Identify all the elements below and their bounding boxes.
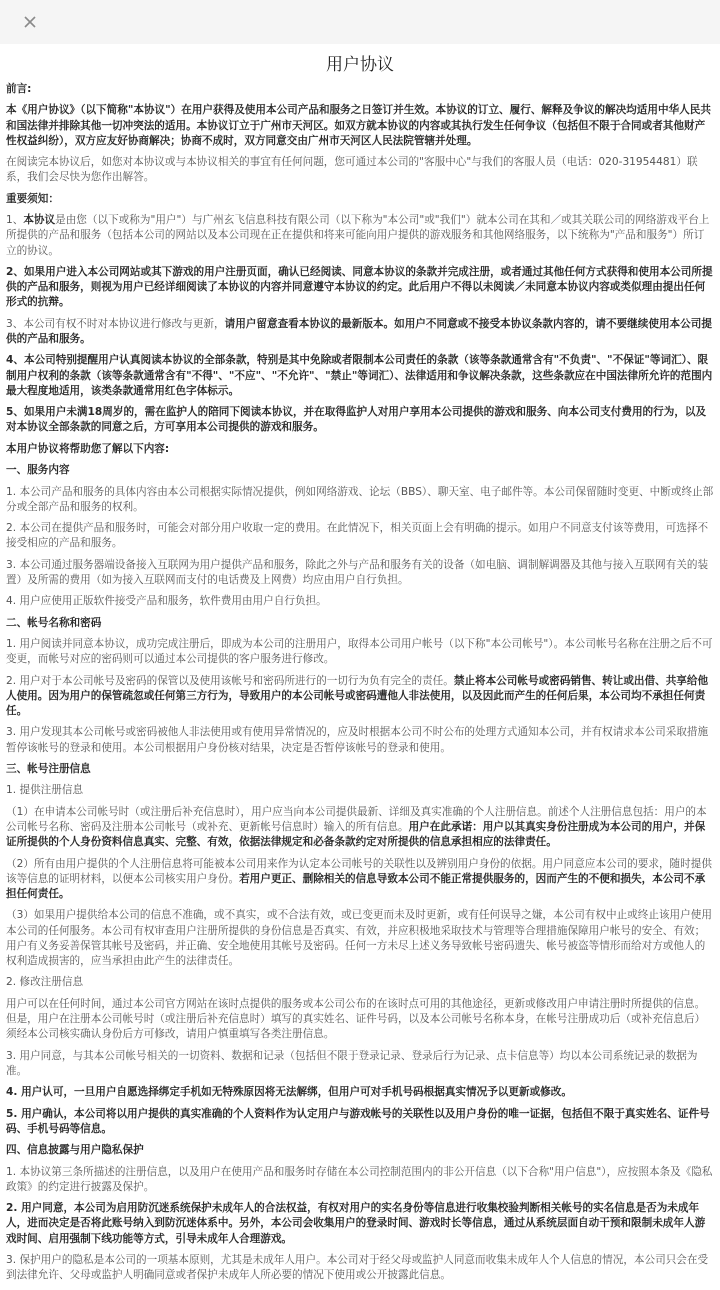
- section-1-item-3: 3. 本公司通过服务器端设备接入互联网为用户提供产品和服务，除此之外与产品和服务有关的设备（如电脑、调制解调器及其他与接入互联网有关的装置）及所需的费用（如为接入互联网而支付的电话费及上网费）均应由用户自行负担。: [6, 558, 709, 586]
- notice-3-lead: 3、本公司有权不时对本协议进行修改与更新，: [6, 317, 225, 330]
- section-1-item-1: 1. 本公司产品和服务的具体内容由本公司根据实际情况提供，例如网络游戏、论坛（BBS）、聊天室、电子邮件等。本公司保留随时变更、中断或终止部分或全部产品和服务的权利。: [6, 485, 714, 513]
- page-title: 用户协议: [326, 55, 394, 75]
- paragraph-contact: 在阅读完本协议后，如您对本协议或与本协议相关的事宜有任何问题，您可通过本公司的"客服中心"与我们的客服人员（电话：020-31954481）联系，我们会尽快为您作出解答。: [6, 156, 698, 184]
- help-line: 本用户协议将帮助您了解以下内容:: [6, 442, 170, 455]
- section-3-heading: 三、帐号注册信息: [6, 763, 91, 776]
- section-2-item-2-bold: 禁止将本公司帐号或密码销售、转让或出借、共享给他人使用。因为用户的保管疏忽或任何第三方行为，导致用户的本公司帐号或密码遭他人非法使用，以及因此而产生的任何后果，本公司均不承担任何责任。: [6, 674, 709, 718]
- notice-3-bold: 请用户留意查看本协议的最新版本。如用户不同意或不接受本协议条款内容的，请不要继续使用本公司提供的产品和服务。: [6, 317, 712, 345]
- section-2-item-3: 3. 用户发现其本公司帐号或密码被他人非法使用或有使用异常情况的，应及时根据本公司不时公布的处理方式通知本公司，并有权请求本公司采取措施暂停该帐号的登录和使用。本公司根据用户身份核对结果，决定是否暂停该帐号的登录和使用。: [6, 726, 709, 754]
- notice-1-rest: 是由您（以下或称为"用户"）与广州玄飞信息科技有限公司（以下称为"本公司"或"我们"）就本公司在其和／或其关联公司的网络游戏平台上所提供的产品和服务（包括本公司的网站以及本公司现在正在提供和将来可能向用户提供的游戏服务和其他网络服务，以下统称为"产品和服务"）所订立的协议。: [6, 214, 710, 257]
- section-3-sub-1: 1. 提供注册信息: [6, 784, 84, 797]
- section-3-para-2-bold: 若用户更正、删除相关的信息导致本公司不能正常提供服务的，因而产生的不便和损失，本公司不承担任何责任。: [6, 872, 706, 901]
- section-2-heading: 二、帐号名称和密码: [6, 616, 102, 629]
- section-4-item-2: 2. 用户同意，本公司为启用防沉迷系统保护未成年人的合法权益，有权对用户的实名身份等信息进行收集校验判断相关帐号的实名信息是否为未成年人，进而决定是否将此账号纳入到防沉迷体系中。另外，本公司会收集用户的登录时间、游戏时长等信息，通过从系统层面自动干预和限制未成年人游戏时间、启用强制下线功能等方式，引导未成年人合理游戏。: [6, 1202, 706, 1245]
- top-bar: [0, 0, 720, 44]
- section-3-para-4: 用户可以在任何时间，通过本公司官方网站在该时点提供的服务或本公司公布的在该时点可用的其他途径，更新或修改用户申请注册时所提供的信息。但是，用户在注册本公司帐号时（或注册后补充信息时）填写的真实姓名、证件号码，以及本公司帐号名称本身，在帐号注册成功后（或补充信息后）须经本公司核实确认身份后方可修改，请用户慎重填写各类注册信息。: [6, 997, 706, 1041]
- section-3-para-2-lead: （2）所有由用户提供的个人注册信息将可能被本公司用来作为认定本公司帐号的关联性以及辨别用户身份的依据。用户同意应本公司的要求，随时提供该等信息的证明材料，以便本公司核实用户身份。: [6, 857, 712, 885]
- section-3-para-2: [6, 857, 714, 903]
- section-3-para-3: （3）如果用户提供给本公司的信息不准确，或不真实，或不合法有效，或已变更而未及时更新，或有任何误导之嫌，本公司有权中止或终止该用户使用本公司的任何服务。本公司有权审查用户注册所提供的身份信息是否真实、有效，并应积极地采取技术与管理等合理措施保障用户帐号的安全、有效；用户有义务妥善保管其帐号及密码，并正确、安全地使用其帐号及密码。任何一方未尽上述义务导致帐号密码遗失、帐号被盗等情形而给对方或他人的权利造成损害的，应当承担由此产生的法律责任。: [6, 909, 712, 968]
- section-3-para-1: [6, 805, 714, 851]
- section-3-para-6: 4. 用户认可，一旦用户自愿选择绑定手机如无特殊原因将无法解绑，但用户可对手机号码根据真实情况予以更新或修改。: [6, 1086, 572, 1099]
- notice-1: [6, 213, 714, 259]
- section-3-sub-2: 2. 修改注册信息: [6, 976, 84, 989]
- section-4-heading: 四、信息披露与用户隐私保护: [6, 1144, 144, 1157]
- section-2-item-1: 1. 用户阅读并同意本协议，成功完成注册后，即成为本公司的注册用户，取得本公司用户帐号（以下称"本公司帐号"）。本公司帐号名称在注册之后不可变更，而帐号对应的密码则可以通过本公司提供的客户服务进行修改。: [6, 638, 713, 666]
- section-4-item-3: 3. 保护用户的隐私是本公司的一项基本原则，尤其是未成年人用户。本公司对于经父母或监护人同意而收集未成年人个人信息的情况，本公司只会在受到法律允许、父母或监护人明确同意或者保护未成年人所必要的情况下使用或公开披露此信息。: [6, 1254, 709, 1282]
- section-2-item-2-lead: 2. 用户对于本公司帐号及密码的保管以及使用该帐号和密码所进行的一切行为负有完全的责任。: [6, 674, 454, 687]
- preface-heading: 前言:: [6, 83, 32, 95]
- notice-4: 4、本公司特别提醒用户认真阅读本协议的全部条款，特别是其中免除或者限制本公司责任的条款（该等条款通常含有"不负责"、"不保证"等词汇）、限制用户权利的条款（该等条款通常含有"不得"、"不应"、"不允许"、"禁止"等词汇）、法律适用和争议解决条款，这些条款应在中国法律所允许的范围内最大程度地适用，该类条款通常用红色字体标示。: [6, 354, 713, 397]
- notice-5: 5、如果用户未满18周岁的，需在监护人的陪同下阅读本协议，并在取得监护人对用户享用本公司提供的游戏和服务、向本公司支付费用的行为，以及对本协议全部条款的同意之后，方可享用本公司提供的游戏和服务。: [6, 406, 707, 434]
- section-1-item-4: 4. 用户应使用正版软件接受产品和服务，软件费用由用户自行负担。: [6, 595, 327, 608]
- important-heading: 重要须知：: [6, 192, 59, 205]
- section-3-para-5: 3. 用户同意，与其本公司帐号相关的一切资料、数据和记录（包括但不限于登录记录、登录后行为记录、点卡信息等）均以本公司系统记录的数据为准。: [6, 1049, 698, 1077]
- section-1-heading: 一、服务内容: [6, 464, 70, 477]
- notice-1-bold: 本协议: [23, 214, 56, 227]
- paragraph-intro: 本《用户协议》（以下简称"本协议"）在用户获得及使用本公司产品和服务之日签订并生效。本协议的订立、履行、解释及争议的解决均适用中华人民共和国法律并排除其他一切冲突法的适用。本协议订立于广州市天河区。如双方就本协议的内容或其执行发生任何争议（包括但不限于合同或者其他财产性权益纠纷），双方应友好协商解决；协商不成时，双方同意交由广州市天河区人民法院管辖并处理。: [6, 104, 711, 147]
- notice-1-lead: 1、: [6, 214, 24, 227]
- section-1-item-2: 2. 本公司在提供产品和服务时，可能会对部分用户收取一定的费用。在此情况下，相关页面上会有明确的提示。如用户不同意支付该等费用，可选择不接受相应的产品和服务。: [6, 522, 709, 550]
- section-3-para-1-lead: （1）在申请本公司帐号时（或注册后补充信息时），用户应当向本公司提供最新、详细及真实准确的个人注册信息。前述个人注册信息包括：用户的本公司帐号名称、密码及注册本公司帐号（或补充、更新帐号信息时）输入的所有信息。: [6, 805, 707, 834]
- notice-2: 2、如果用户进入本公司网站或其下游戏的用户注册页面，确认已经阅读、同意本协议的条款并完成注册，或者通过其他任何方式获得和使用本公司所提供的产品和服务，则视为用户已经详细阅读了本协议的内容并同意遵守本协议的约定。此后用户不得以未阅读／未同意本协议内容或类似理由提出任何形式的抗辩。: [6, 265, 713, 309]
- section-2-item-2: [6, 674, 714, 720]
- section-3-para-7: 5. 用户确认，本公司将以用户提供的真实准确的个人资料作为认定用户与游戏帐号的关联性以及用户身份的唯一证据，包括但不限于真实姓名、证件号码、手机号码等信息。: [6, 1107, 710, 1135]
- notice-3: [6, 317, 714, 347]
- section-4-item-1: 1. 本协议第三条所描述的注册信息，以及用户在使用产品和服务时存储在本公司控制范围内的非公开信息（以下合称"用户信息"），应按照本条及《隐私政策》的约定进行披露及保护。: [6, 1165, 713, 1193]
- section-3-para-1-bold: 用户在此承诺：用户以其真实身份注册成为本公司的用户，并保证所提供的个人身份资料信息真实、完整、有效，依据法律规定和必备条款约定对所提供的信息承担相应的法律责任。: [6, 821, 706, 849]
- agreement-body: [6, 82, 714, 1290]
- close-icon[interactable]: [20, 12, 40, 32]
